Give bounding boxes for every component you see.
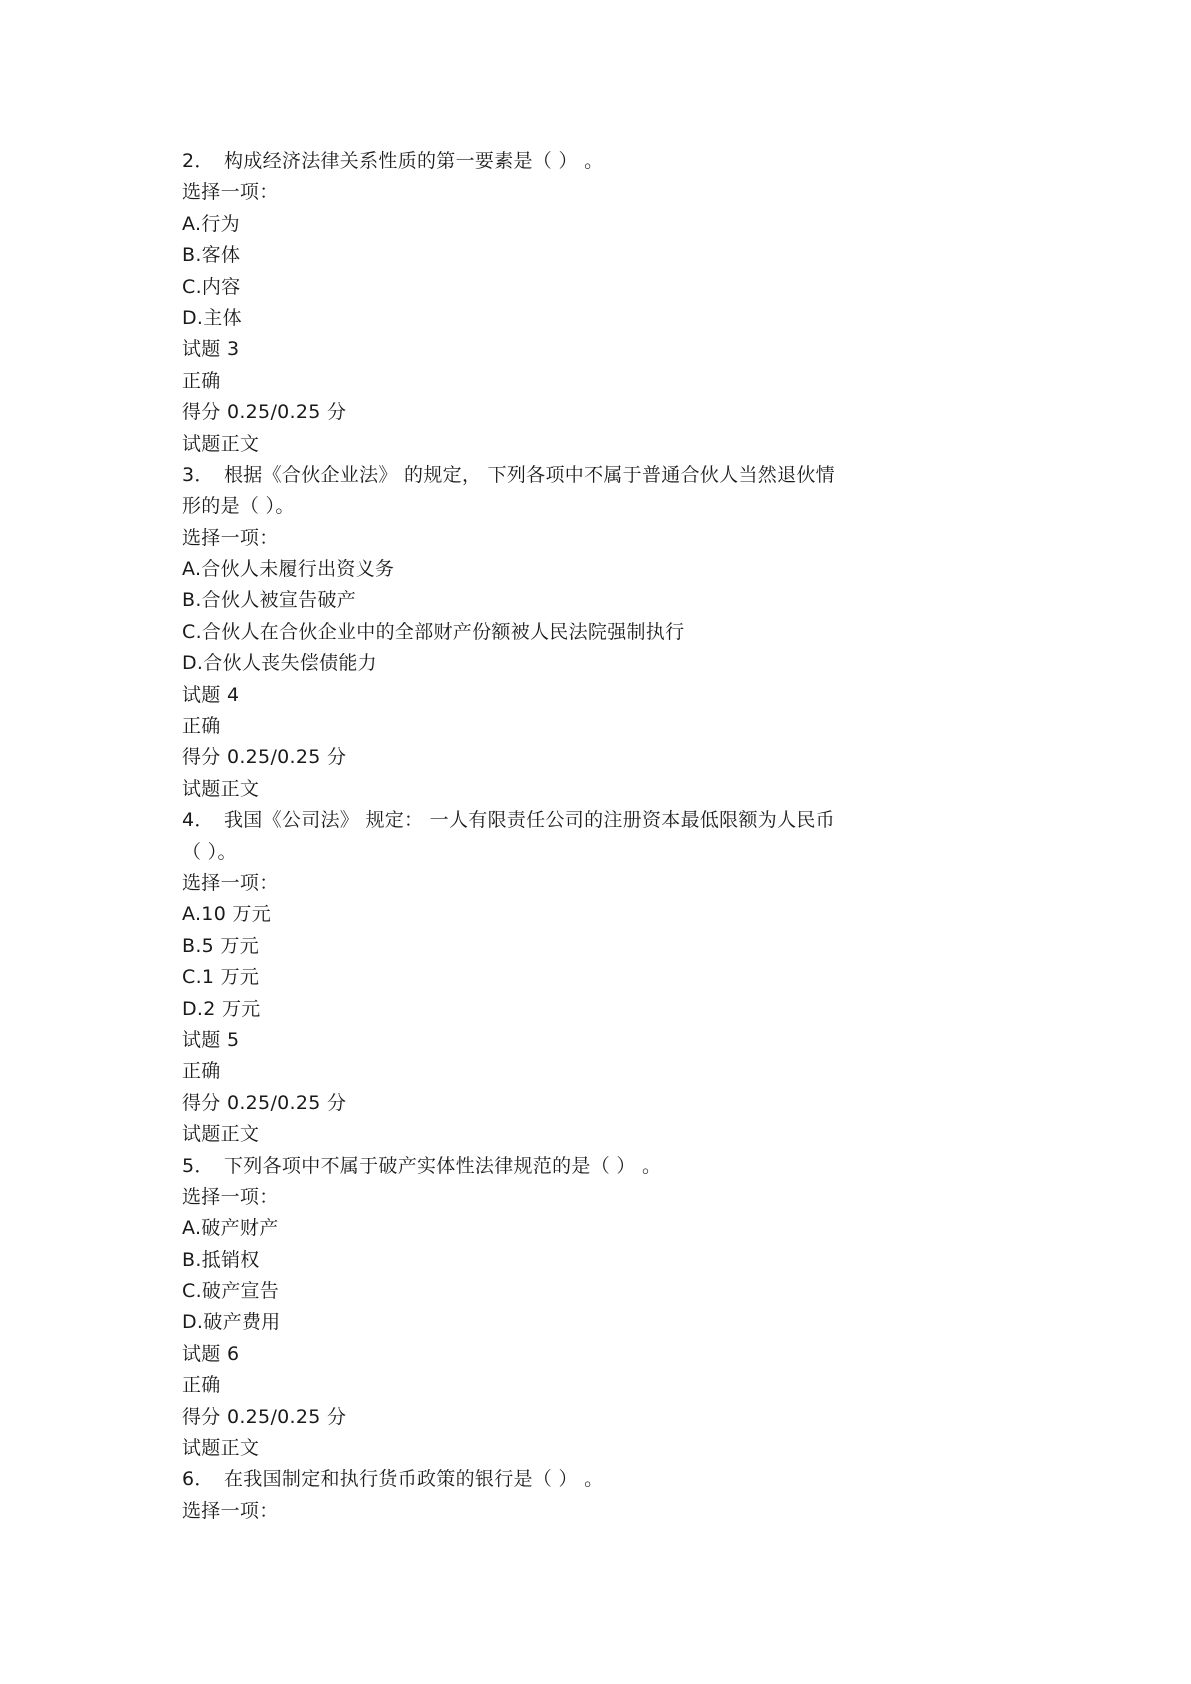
option: C.内容 [182,275,241,298]
option: D.2 万元 [182,997,261,1020]
question-score: 得分 0.25/0.25 分 [182,401,347,424]
question-status: 正确 [182,1060,221,1083]
option: A.合伙人未履行出资义务 [182,558,395,581]
question-text: 下列各项中不属于破产实体性法律规范的是（ ） 。 [224,1154,662,1177]
question-header: 试题 6 [182,1342,240,1365]
option: C.合伙人在合伙企业中的全部财产份额被人民法院强制执行 [182,620,685,643]
document-page [182,146,912,1527]
question-text: 我国《公司法》 规定： 一人有限责任公司的注册资本最低限额为人民币 [224,809,835,832]
question-status: 正确 [182,715,221,738]
choice-prompt: 选择一项： [182,526,279,549]
option: A.行为 [182,212,240,235]
question-stem [182,1464,912,1495]
question-body-label: 试题正文 [182,777,260,800]
question-number: 6． [182,1468,214,1491]
question-status: 正确 [182,369,221,392]
question-body-label: 试题正文 [182,1123,260,1146]
choice-prompt: 选择一项： [182,181,279,204]
question-number: 2． [182,150,214,172]
option: D.破产费用 [182,1311,281,1334]
option: C.1 万元 [182,966,260,989]
question-text-continued: 形的是（ ）。 [182,495,295,518]
option: A.10 万元 [182,903,272,926]
question-header: 试题 4 [182,683,240,706]
option: B.5 万元 [182,934,260,957]
question-header: 试题 3 [182,338,240,361]
question-number: 3． [182,463,214,486]
question-body-label: 试题正文 [182,432,260,455]
question-score: 得分 0.25/0.25 分 [182,1091,347,1114]
choice-prompt: 选择一项： [182,1185,279,1208]
question-text: 在我国制定和执行货币政策的银行是（ ） 。 [224,1468,604,1491]
question-stem [182,1151,912,1182]
option: B.合伙人被宣告破产 [182,589,357,612]
question-text: 构成经济法律关系性质的第一要素是（ ） 。 [224,150,604,172]
question-text-continued: （ ）。 [182,840,237,863]
option: C.破产宣告 [182,1280,280,1303]
option: D.合伙人丧失偿债能力 [182,652,377,675]
question-header: 试题 5 [182,1028,240,1051]
question-number: 4． [182,809,214,832]
option: B.抵销权 [182,1248,260,1271]
choice-prompt: 选择一项： [182,871,279,894]
question-stem [182,460,912,491]
option: A.破产财产 [182,1217,279,1240]
question-number: 5． [182,1154,214,1177]
option: D.主体 [182,306,242,329]
question-text: 根据《合伙企业法》 的规定， 下列各项中不属于普通合伙人当然退伙情 [224,463,835,486]
question-stem [182,146,912,177]
option: B.客体 [182,244,241,267]
question-stem [182,805,912,836]
choice-prompt: 选择一项： [182,1499,279,1522]
question-body-label: 试题正文 [182,1437,260,1460]
question-score: 得分 0.25/0.25 分 [182,1405,347,1428]
question-score: 得分 0.25/0.25 分 [182,746,347,769]
question-status: 正确 [182,1374,221,1397]
